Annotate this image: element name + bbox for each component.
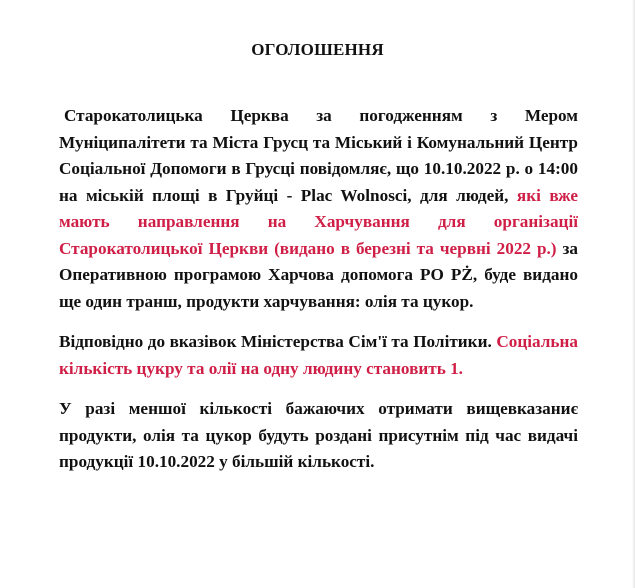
paragraph-1-text-start: Старокатолицька Церква за погодженням з Мером Муніципалітети та Міста Грусц та Міський і Комунальний Центр Соціальної Допомоги в Грусці повідомляє, що 10.10.2022 р. о 14:00 на міській площі в Груйці - Plac Wolnosci, для людей, xyxy=(59,106,578,205)
paragraph-1-text-end: за Оперативною програмою Харчова допомога PO PŻ, буде видано ще один транш, продукти харчування: олія та цукор. xyxy=(59,238,578,311)
paragraph-ministry-guidance xyxy=(59,329,578,382)
paragraph-2-text: Відповідно до вказівок Міністерства Сім'ї та Політики. xyxy=(59,332,497,351)
paragraph-remaining-distribution xyxy=(59,396,578,476)
document-body xyxy=(59,103,578,476)
paragraph-3-text: У разі меншої кількості бажаючих отримати вищевказаниє продукти, олія та цукор будуть роздані присутнім під час видачі продукції 10.10.2022 у більшій кількості. xyxy=(59,399,578,471)
paragraph-distribution-info xyxy=(59,103,578,315)
announcement-title: ОГОЛОШЕННЯ xyxy=(251,40,384,59)
paragraph-2-highlight: Соціальна кількість цукру та олії на одну людину становить 1. xyxy=(59,332,578,378)
paragraph-1-highlight: які вже мають направлення на Харчування для організації Старокатолицької Церкви (видано в березні та червні 2022 р.) xyxy=(59,185,578,258)
